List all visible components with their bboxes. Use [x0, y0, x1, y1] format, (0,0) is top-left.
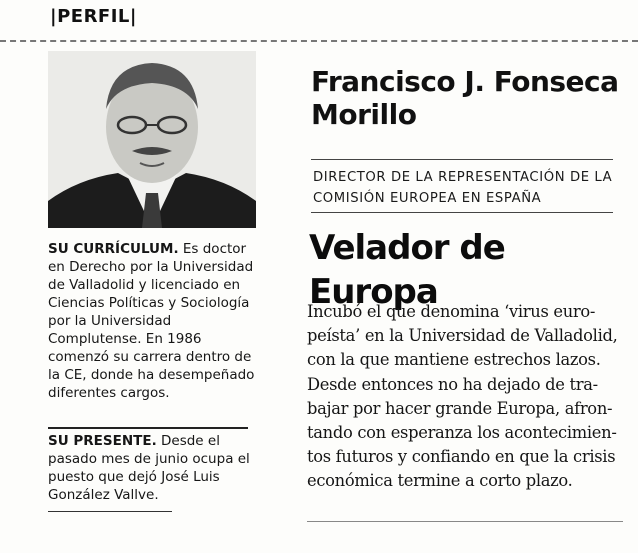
portrait-photo [48, 51, 256, 228]
body-line: peísta’ en la Universidad de Valladolid, [307, 326, 618, 346]
body-line: económica termine a corto plazo. [307, 471, 573, 491]
article-body [307, 300, 623, 494]
role-bottom-rule [311, 212, 613, 213]
curriculum-lead: SU CURRÍCULUM. [48, 241, 179, 257]
sidebar-divider [48, 427, 248, 429]
body-line: con la que mantiene estrechos lazos. [307, 350, 601, 370]
body-line: Incubó el que denomina ‘virus euro- [307, 302, 596, 321]
present-lead: SU PRESENTE. [48, 433, 157, 449]
curriculum-block [48, 240, 256, 402]
person-role: DIRECTOR DE LA REPRESENTACIÓN DE LA COMISIÓN EUROPEA EN ESPAÑA [313, 170, 613, 206]
body-line: tando con esperanza los acontecimien- [307, 423, 617, 443]
article-headline: Velador de Europa [309, 228, 505, 312]
body-line: Desde entonces no ha dejado de tra- [307, 374, 598, 394]
person-name: Francisco J. Fonseca Morillo [311, 65, 619, 131]
present-text: Desde el pasado mes de junio ocupa el puesto que dejó José Luis González Vallve. [48, 433, 250, 503]
body-line: tos futuros y confiando en que la crisis [307, 447, 616, 467]
present-block [48, 432, 256, 504]
role-top-rule [311, 159, 613, 160]
body-line: bajar por hacer grande Europa, afron- [307, 398, 613, 418]
curriculum-text: Es doctor en Derecho por la Universidad de Valladolid y licenciado en Ciencias Políticas y Sociología por la Universidad Complutense. En 1986 comenzó su carrera dentro de la CE, donde ha desempeñado diferentes cargos. [48, 241, 255, 401]
section-label: |PERFIL| [50, 6, 137, 27]
top-divider [0, 40, 638, 42]
sidebar-bottom-rule [48, 511, 172, 512]
article-bottom-rule [307, 521, 623, 522]
